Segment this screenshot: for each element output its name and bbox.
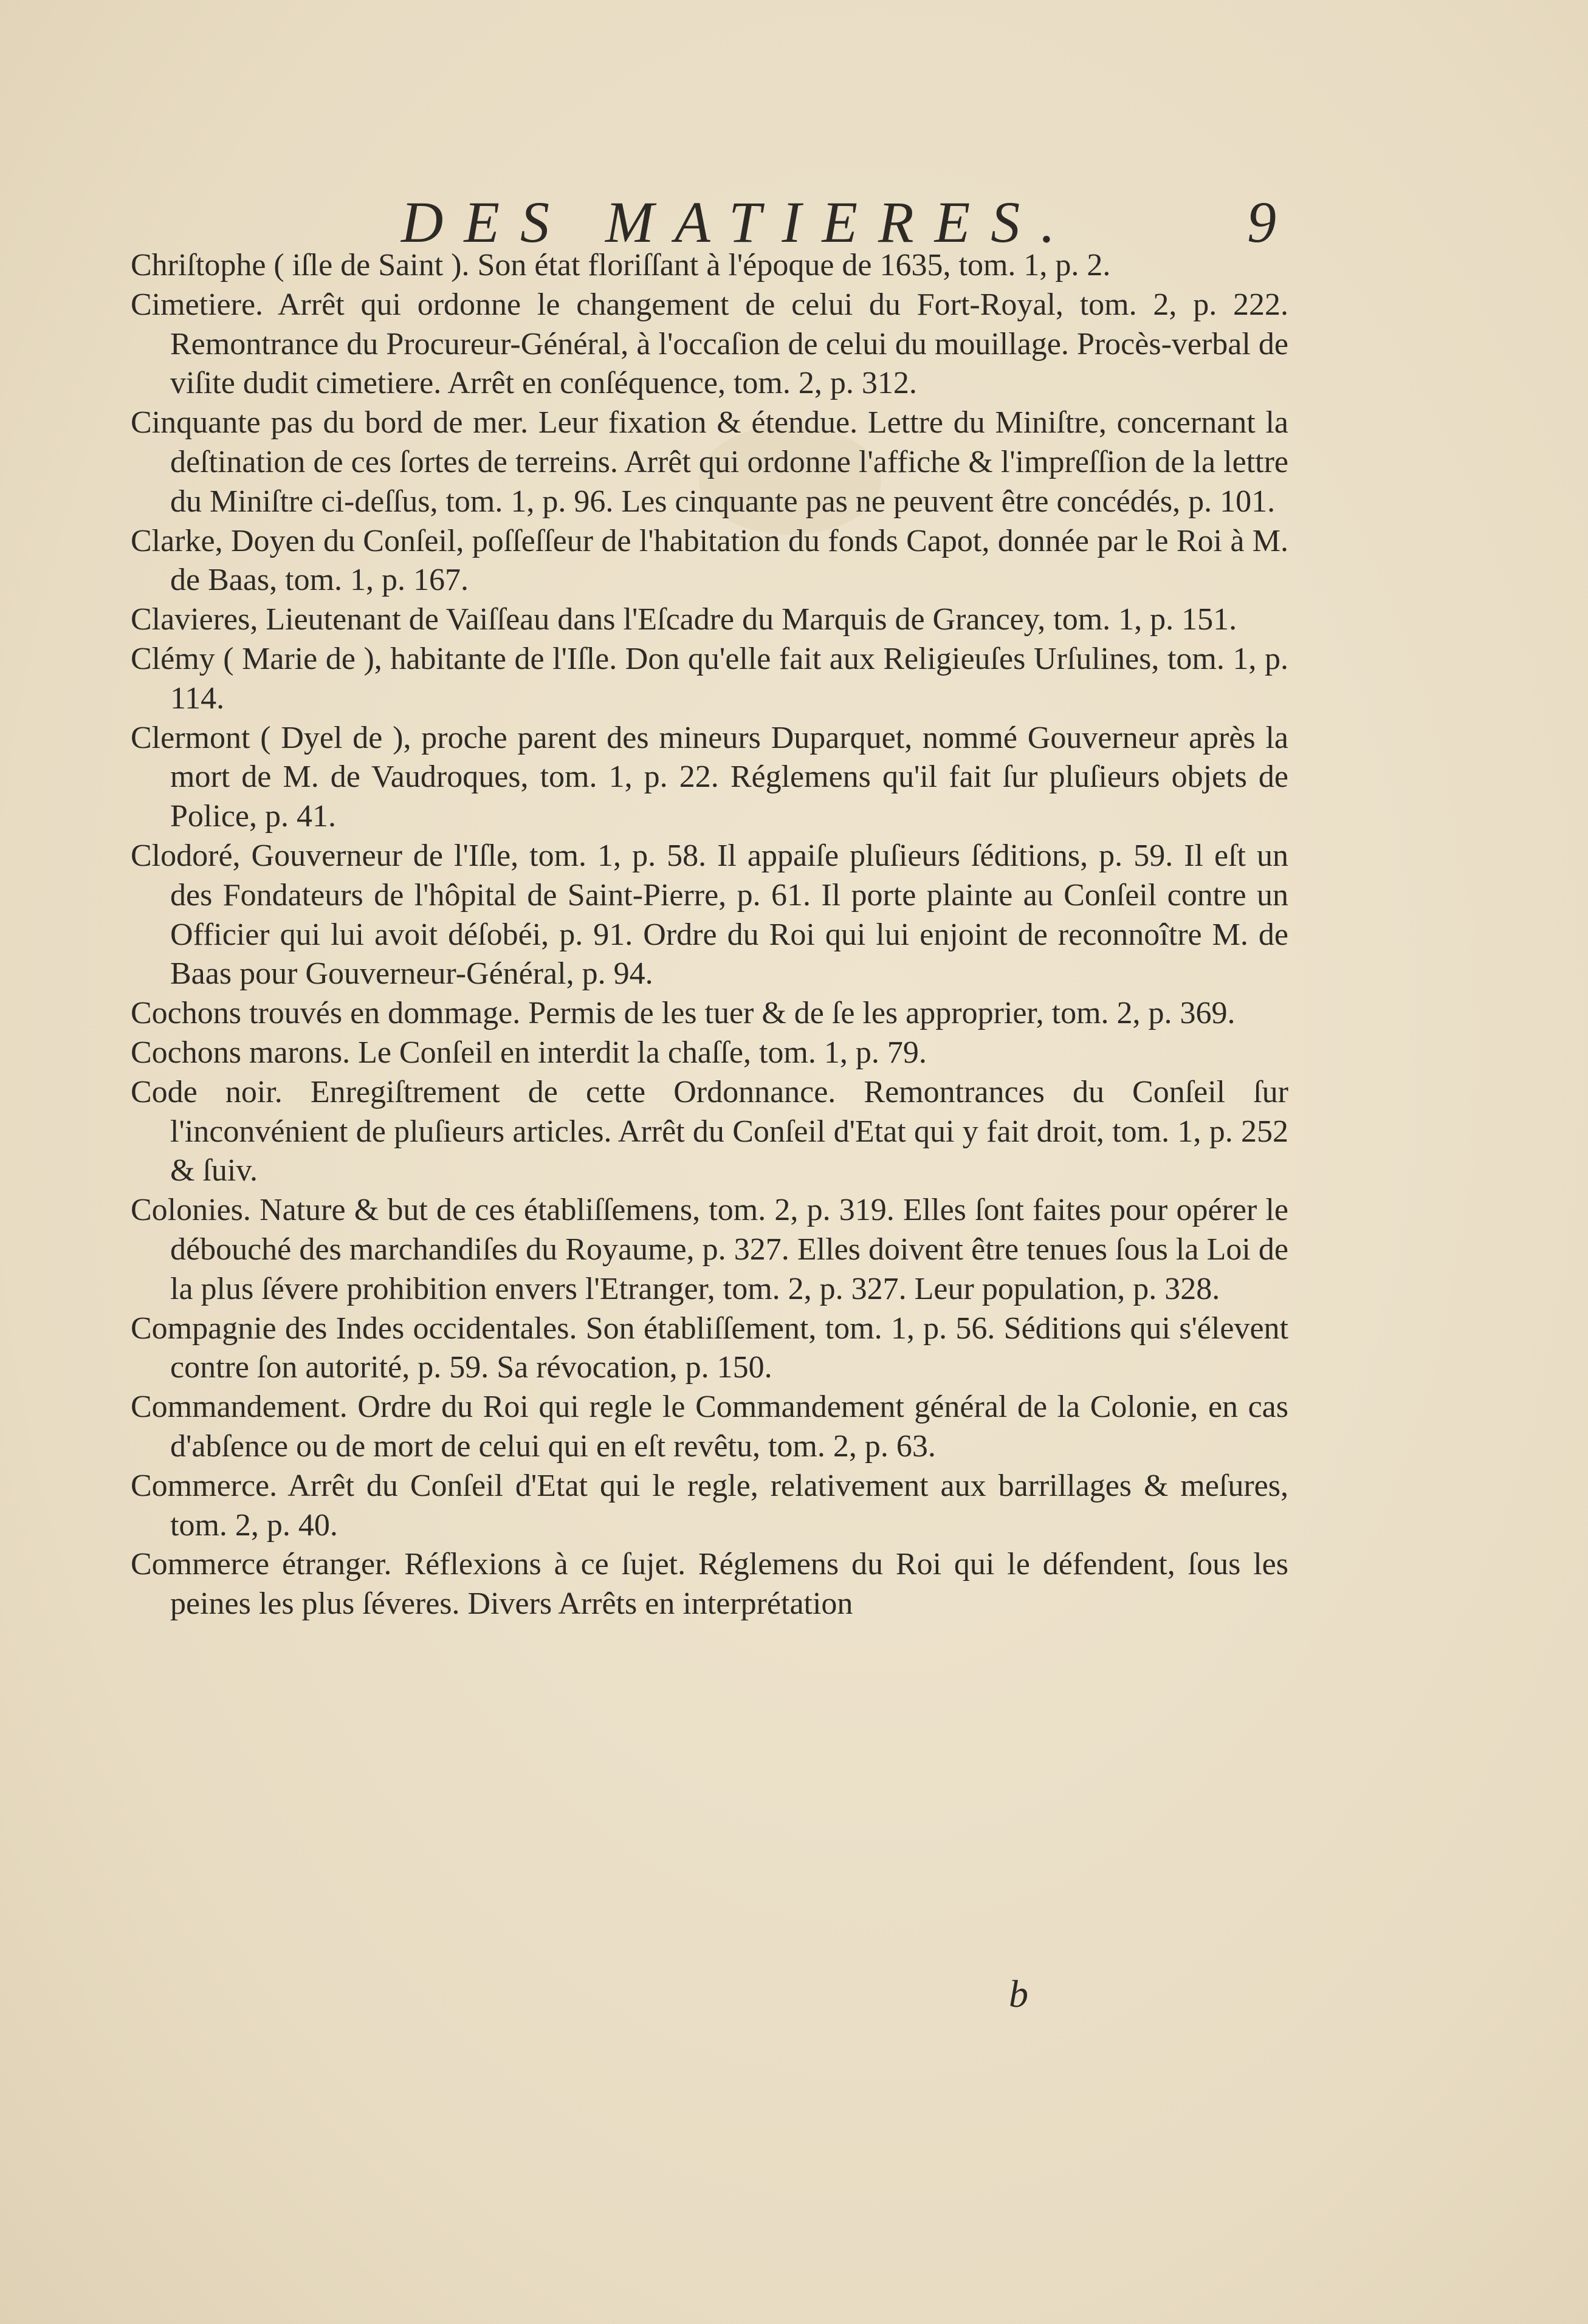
index-entry: Clodoré, Gouverneur de l'Iſle, tom. 1, p. 58. Il appaiſe pluſieurs ſéditions, p. 59. Il eſt un des Fondateurs de l'hôpital de Saint-Pierre, p. 61. Il porte plainte au Conſeil contre un Officier qui lui avoit déſobéi, p. 91. Ordre du Roi qui lui enjoint de reconnoître M. de Baas pour Gouverneur-Général, p. 94. [131,838,1288,992]
index-entry: Cimetiere. Arrêt qui ordonne le changement de celui du Fort-Royal, tom. 2, p. 222. Remontrance du Procureur-Général, à l'occaſion de celui du mouillage. Procès-verbal de viſite dudit cimetiere. Arrêt en conſéquence, tom. 2, p. 312. [131,287,1288,401]
index-entry: Commerce étranger. Réflexions à ce ſujet. Réglemens du Roi qui le défendent, ſous les peines les plus ſéveres. Divers Arrêts en interprétation [131,1547,1288,1622]
signature-mark: b [1009,1972,1028,2015]
index-entry: Cinquante pas du bord de mer. Leur fixation & étendue. Lettre du Miniſtre, concernant la deſtination de ces ſortes de terreins. Arrêt qui ordonne l'affiche & l'impreſſion de la lettre du Miniſtre ci-deſſus, tom. 1, p. 96. Les cinquante pas ne peuvent être concédés, p. 101. [131,405,1288,519]
index-entry: Code noir. Enregiſtrement de cette Ordonnance. Remontrances du Conſeil ſur l'inconvénient de pluſieurs articles. Arrêt du Conſeil d'Etat qui y fait droit, tom. 1, p. 252 & ſuiv. [131,1074,1288,1188]
index-entry: Compagnie des Indes occidentales. Son établiſſement, tom. 1, p. 56. Séditions qui s'élevent contre ſon autorité, p. 59. Sa révocation, p. 150. [131,1311,1288,1385]
index-entry: Cochons marons. Le Conſeil en interdit la chaſſe, tom. 1, p. 79. [131,1035,927,1070]
index-entry: Clavieres, Lieutenant de Vaiſſeau dans l'Eſcadre du Marquis de Grancey, tom. 1, p. 151. [131,602,1237,637]
index-entry: Clémy ( Marie de ), habitante de l'Iſle. Don qu'elle fait aux Religieuſes Urſulines, tom. 1, p. 114. [131,641,1288,716]
index-entries [131,246,1288,1624]
index-entry: Colonies. Nature & but de ces établiſſemens, tom. 2, p. 319. Elles ſont faites pour opérer le débouché des marchandiſes du Royaume, p. 327. Elles doivent être tenues ſous la Loi de la plus ſévere prohibition envers l'Etranger, tom. 2, p. 327. Leur population, p. 328. [131,1193,1288,1306]
index-entry: Chriſtophe ( iſle de Saint ). Son état floriſſant à l'époque de 1635, tom. 1, p. 2. [131,248,1111,283]
index-entry: Commandement. Ordre du Roi qui regle le Commandement général de la Colonie, en cas d'abſence ou de mort de celui qui en eſt revêtu, tom. 2, p. 63. [131,1390,1288,1464]
page-title: DES MATIERES. [401,190,1076,255]
index-entry: Cochons trouvés en dommage. Permis de les tuer & de ſe les approprier, tom. 2, p. 369. [131,996,1236,1031]
index-entry: Commerce. Arrêt du Conſeil d'Etat qui le regle, relativement aux barrillages & meſures, tom. 2, p. 40. [131,1468,1288,1543]
index-entry: Clarke, Doyen du Conſeil, poſſeſſeur de l'habitation du fonds Capot, donnée par le Roi à M. de Baas, tom. 1, p. 167. [131,523,1288,598]
page-number: 9 [1247,190,1276,255]
index-entry: Clermont ( Dyel de ), proche parent des mineurs Duparquet, nommé Gouverneur après la mort de M. de Vaudroques, tom. 1, p. 22. Réglemens qu'il fait ſur pluſieurs objets de Police, p. 41. [131,720,1288,834]
